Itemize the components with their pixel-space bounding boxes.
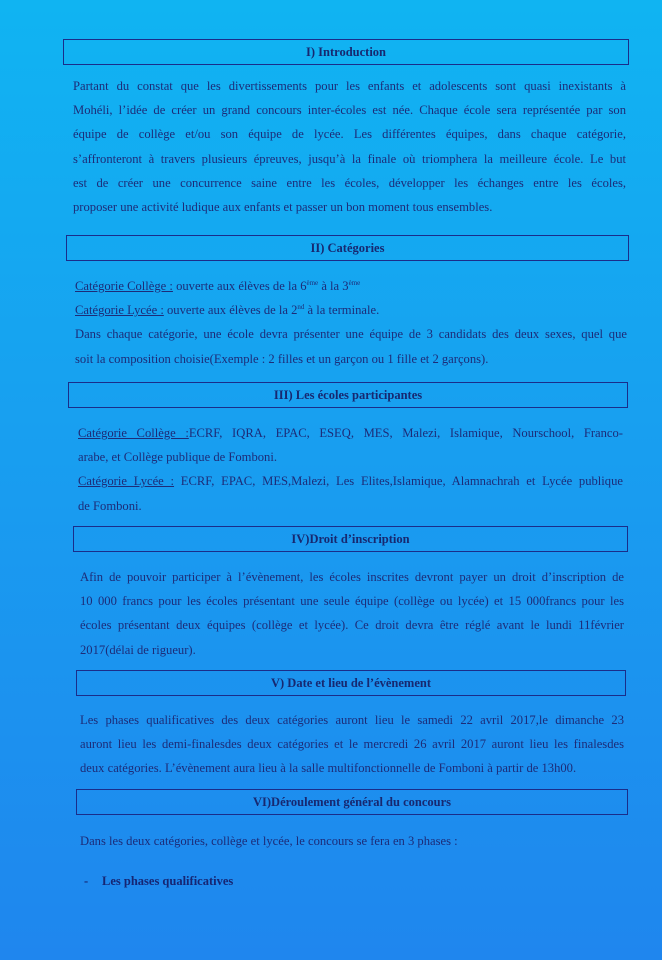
text-line: 2017(délai de rigueur). bbox=[80, 642, 196, 657]
superscript: nd bbox=[297, 303, 305, 312]
text: ECRF, EPAC, MES,Malezi, Les Elites,Islamique, Alamnachrah et Lycée publique bbox=[174, 474, 623, 489]
text-line: deux catégories. L’évènement aura lieu à la salle multifonctionnelle de Fomboni à partir de 13h00. bbox=[80, 761, 577, 776]
date-location-paragraph bbox=[80, 708, 624, 781]
registration-fee-paragraph bbox=[80, 565, 624, 662]
text-line: écoles présentant deux équipes (collège et lycée). Ce droit devra être réglé avant le lundi 11février bbox=[80, 618, 624, 633]
schools-college-label: Catégorie Collège : bbox=[78, 426, 189, 440]
section-header-schools bbox=[68, 382, 628, 408]
section-title: VI)Déroulement général du concours bbox=[252, 794, 451, 809]
text-line: Les phases qualificatives des deux catégories auront lieu le samedi 22 avril 2017,le dimanche 23 bbox=[80, 713, 624, 727]
section-header-introduction bbox=[63, 39, 629, 65]
section-header-date-location bbox=[76, 670, 626, 696]
text-line: s’affronteront à travers plusieurs épreuves, jusqu’à la finale où triomphera la meilleure école. Le but bbox=[73, 151, 626, 166]
text-line: soit la composition choisie(Exemple : 2 filles et un garçon ou 1 fille et 2 garçons). bbox=[75, 351, 489, 366]
schools-lycee-label: Catégorie Lycée : bbox=[78, 474, 175, 489]
superscript: ème bbox=[306, 278, 319, 287]
text-line: Mohéli, l’idée de créer un grand concours inter-écoles est née. Chaque école sera représentée par son bbox=[73, 103, 626, 118]
schools-lycee-line bbox=[78, 469, 623, 493]
text-line: Afin de pouvoir participer à l’évènement, les écoles inscrites devront payer un droit d’inscription de bbox=[80, 570, 624, 584]
introduction-paragraph bbox=[73, 74, 626, 219]
text-line: Dans chaque catégorie, une école devra présenter une équipe de 3 candidats des deux sexes, quel que bbox=[75, 327, 627, 342]
text-line: Partant du constat que les divertissements pour les enfants et adolescents sont quasi inexistants à bbox=[73, 79, 626, 93]
text-line: de Fomboni. bbox=[78, 498, 142, 513]
text-line: est de créer une concurrence saine entre les écoles, développer les échanges entre les écoles, bbox=[73, 175, 626, 190]
competition-flow-intro: Dans les deux catégories, collège et lycée, le concours se fera en 3 phases : bbox=[80, 834, 458, 848]
text: à la 3 bbox=[318, 279, 349, 293]
section-header-categories bbox=[66, 235, 629, 261]
text-line: auront lieu les demi-finalesdes deux catégories et le mercredi 26 avril 2017 auront lieu les finalesdes bbox=[80, 737, 624, 752]
section-title: III) Les écoles participantes bbox=[273, 387, 423, 402]
text: ouverte aux élèves de la 6 bbox=[172, 279, 307, 293]
text-line: proposer une activité ludique aux enfants et passer un bon moment tous ensembles. bbox=[73, 200, 493, 215]
superscript: ème bbox=[348, 278, 361, 287]
section-header-competition-flow bbox=[76, 789, 628, 815]
section-title: IV)Droit d’inscription bbox=[291, 531, 410, 546]
text: ECRF, IQRA, EPAC, ESEQ, MES, Malezi, Islamique, Nourschool, Franco- bbox=[188, 426, 623, 440]
section-title: V) Date et lieu de l’évènement bbox=[270, 675, 432, 690]
bullet-item-qualifying-phases: Les phases qualificatives bbox=[102, 874, 234, 888]
section-title: II) Catégories bbox=[310, 240, 385, 255]
text: ouverte aux élèves de la 2 bbox=[163, 303, 298, 318]
schools-paragraph bbox=[78, 421, 623, 518]
category-lycee-label: Catégorie Lycée : bbox=[75, 303, 164, 318]
section-header-registration-fee bbox=[73, 526, 628, 552]
text-line: équipe de collège et/ou son équipe de lycée. Les différentes équipes, dans chaque catégorie, bbox=[73, 127, 626, 142]
text: à la terminale. bbox=[304, 303, 380, 318]
section-title: I) Introduction bbox=[306, 44, 386, 59]
category-college-label: Catégorie Collège : bbox=[75, 279, 173, 293]
categories-paragraph bbox=[75, 274, 627, 371]
text-line: arabe, et Collège publique de Fomboni. bbox=[78, 450, 278, 465]
category-lycee-line bbox=[75, 298, 627, 322]
schools-college-line bbox=[78, 421, 623, 445]
bullet-marker: - bbox=[84, 874, 89, 888]
text-line: 10 000 francs pour les écoles présentant une seule équipe (collège ou lycée) et 15 000francs pour les bbox=[80, 594, 624, 609]
category-college-line bbox=[75, 274, 627, 298]
